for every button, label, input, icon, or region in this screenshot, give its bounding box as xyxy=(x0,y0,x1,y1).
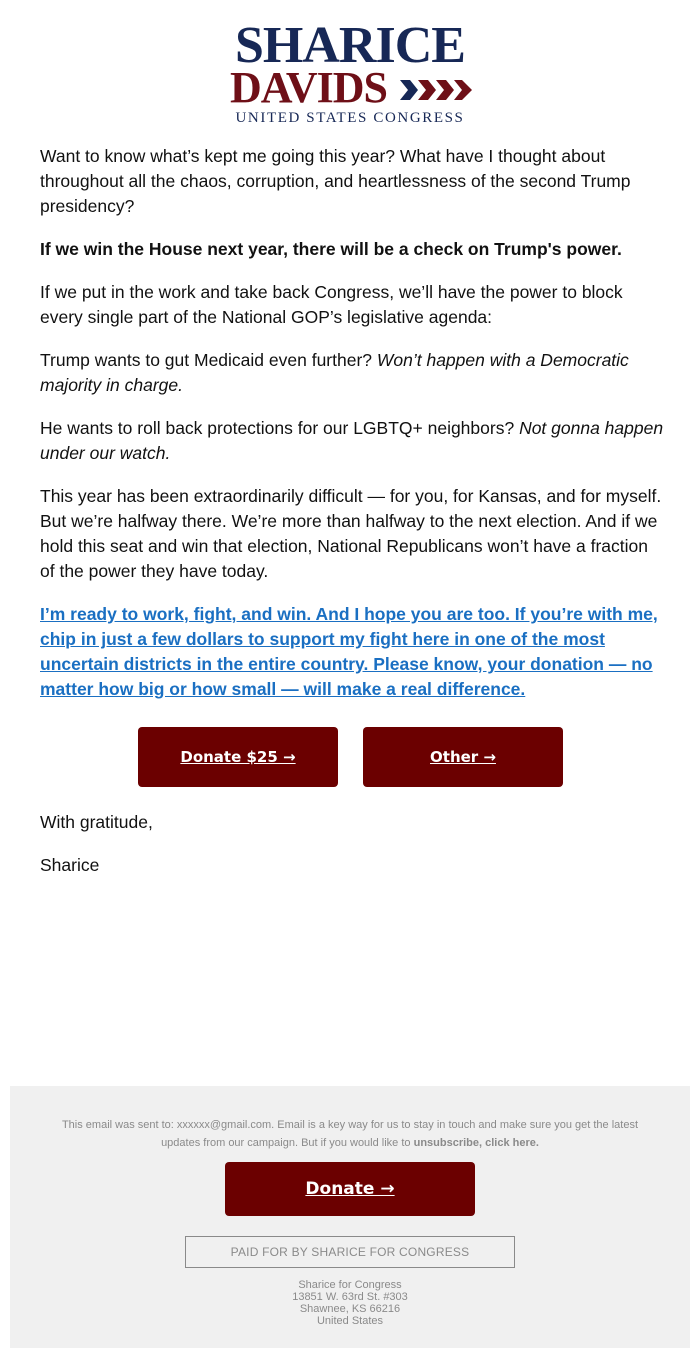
address-line-1: Sharice for Congress xyxy=(298,1279,402,1291)
paragraph-halfway: This year has been extraordinarily difficult — for you, for Kansas, and for myself. But we’re halfway there. We’re more than halfway to the next election. And if we hold this seat and win that election, National Republicans won’t have a fraction of the power they have today. xyxy=(40,486,662,581)
signoff xyxy=(40,810,153,896)
donate-25-button[interactable]: Donate $25 → xyxy=(138,727,338,787)
signature-name: Sharice xyxy=(40,855,100,875)
medicaid-text: Trump wants to gut Medicaid even further? xyxy=(40,350,377,370)
footer-donate-button[interactable]: Donate → xyxy=(225,1162,475,1216)
footer-note xyxy=(50,1116,650,1152)
logo-first-name: SHARICE xyxy=(235,17,465,74)
donate-other-button[interactable]: Other → xyxy=(363,727,563,787)
address-line-3: Shawnee, KS 66216 xyxy=(299,1303,401,1315)
paid-for-disclaimer: PAID FOR BY SHARICE FOR CONGRESS xyxy=(185,1236,515,1268)
logo-last-name: DAVIDS xyxy=(230,63,388,112)
lgbtq-text: He wants to roll back protections for our LGBTQ+ neighbors? xyxy=(40,418,520,438)
campaign-logo xyxy=(0,17,700,130)
paragraph-cta xyxy=(40,602,664,702)
paragraph-bold-statement: If we win the House next year, there will be a check on Trump's power. xyxy=(40,239,622,259)
address-line-2: 13851 W. 63rd St. #303 xyxy=(292,1291,408,1303)
unsubscribe-link[interactable]: unsubscribe, click here. xyxy=(413,1137,539,1149)
lgbtq-italic-text: Not gonna happen under our watch. xyxy=(40,418,664,463)
address-line-4: United States xyxy=(316,1315,384,1327)
closing-text: With gratitude, xyxy=(40,812,153,832)
medicaid-italic-text: Won’t happen with a Democratic majority in charge. xyxy=(40,350,629,395)
donation-cta-link[interactable]: I’m ready to work, fight, and win. And I hope you are too. If you’re with me, chip in just a few dollars to support my fight here in one of the most uncertain districts in the entire country. Please know, your donation — no matter how big or how small — will make a real difference. xyxy=(40,604,658,699)
chevron-arrow-icon xyxy=(400,77,472,103)
footer-note-text: This email was sent to: xxxxxx@gmail.com. Email is a key way for us to stay in touch and make sure you get the latest updates from our campaign. But if you would like to xyxy=(61,1119,639,1149)
logo-subtitle: UNITED STATES CONGRESS xyxy=(235,110,465,126)
mailing-address xyxy=(10,1279,690,1327)
paragraph-medicaid xyxy=(40,348,664,398)
paragraph-intro: Want to know what’s kept me going this year? What have I thought about throughout all the chaos, corruption, and heartlessness of the second Trump presidency? xyxy=(40,146,631,216)
paragraph-congress: If we put in the work and take back Congress, we’ll have the power to block every single part of the National GOP’s legislative agenda: xyxy=(40,282,623,327)
donation-button-row xyxy=(138,727,563,787)
email-body xyxy=(40,144,664,720)
email-footer xyxy=(10,1086,690,1348)
paragraph-lgbtq xyxy=(40,416,664,466)
